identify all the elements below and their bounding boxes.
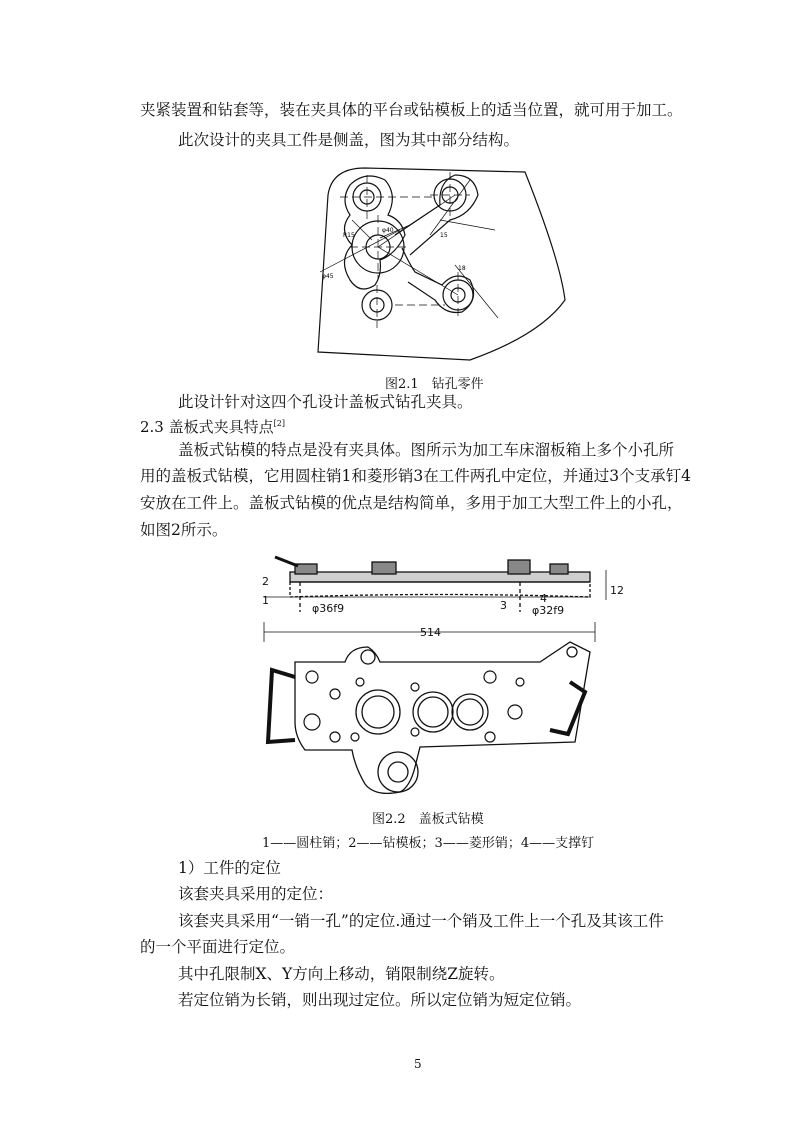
paragraph-intro-workpiece: 此次设计的夹具工件是侧盖，图为其中部分结构。	[178, 131, 520, 149]
label-r15: R15	[343, 232, 355, 239]
section-heading	[140, 416, 285, 437]
figure1-caption: 图2.1 钻孔零件	[385, 377, 484, 392]
label-len: 514	[420, 626, 441, 639]
jig-plate-top	[295, 642, 590, 793]
label-n4: 4	[540, 592, 547, 605]
jig-plate-side	[290, 572, 590, 582]
figure-cover-drill-jig	[250, 552, 630, 802]
handle-left	[268, 670, 295, 742]
paragraph-features-l3: 安放在工件上。盖板式钻模的优点是结构简单，多用于加工大型工件上的小孔，	[140, 494, 683, 512]
figure2-caption: 图2.2 盖板式钻模	[372, 812, 484, 827]
section-ref: [2]	[273, 419, 285, 428]
label-d36: φ36f9	[312, 602, 345, 615]
label-h: 12	[610, 584, 624, 597]
label-d45: φ45	[322, 273, 334, 280]
paragraph-continuation: 夹紧装置和钻套等，装在夹具体的平台或钻模板上的适当位置，就可用于加工。	[140, 101, 683, 119]
page-number: 5	[414, 1057, 422, 1071]
label-n3: 3	[500, 599, 507, 612]
label-d40: φ40	[382, 227, 394, 234]
label-dim18: 18	[458, 265, 466, 272]
label-n1: 1	[262, 594, 269, 607]
figure2-legend: 1——圆柱销；2——钻模板；3——菱形销；4——支撑钉	[262, 836, 595, 851]
section-title: 盖板式夹具特点	[168, 418, 274, 436]
section-number: 2.3	[140, 418, 164, 436]
figure-drilling-part	[310, 160, 570, 365]
paragraph-short-pin: 若定位销为长销，则出现过定位。所以定位销为短定位销。	[178, 991, 582, 1009]
handle-right	[550, 682, 585, 734]
paragraph-positioning-l2: 的一个平面进行定位。	[140, 938, 296, 956]
paragraph-constraints: 其中孔限制X、Y方向上移动，销限制绕Z旋转。	[178, 965, 505, 983]
paragraph-purpose: 此设计针对这四个孔设计盖板式钻孔夹具。	[178, 393, 473, 411]
label-d32: φ32f9	[532, 604, 565, 617]
paragraph-positioning-intro: 该套夹具采用的定位：	[178, 885, 334, 903]
paragraph-features-l2: 用的盖板式钻模，它用圆柱销1和菱形销3在工件两孔中定位，并通过3个支承钉4	[140, 467, 691, 485]
label-dim15: 15	[440, 232, 448, 239]
paragraph-features-l1: 盖板式钻模的特点是没有夹具体。图所示为加工车床溜板箱上多个小孔所	[178, 441, 675, 459]
label-n2: 2	[262, 575, 269, 588]
paragraph-positioning-l1: 该套夹具采用“一销一孔”的定位.通过一个销及工件上一个孔及其该工件	[178, 912, 664, 930]
paragraph-features-l4: 如图2所示。	[140, 521, 228, 539]
subheading-workpiece-positioning: 1）工件的定位	[178, 859, 281, 877]
